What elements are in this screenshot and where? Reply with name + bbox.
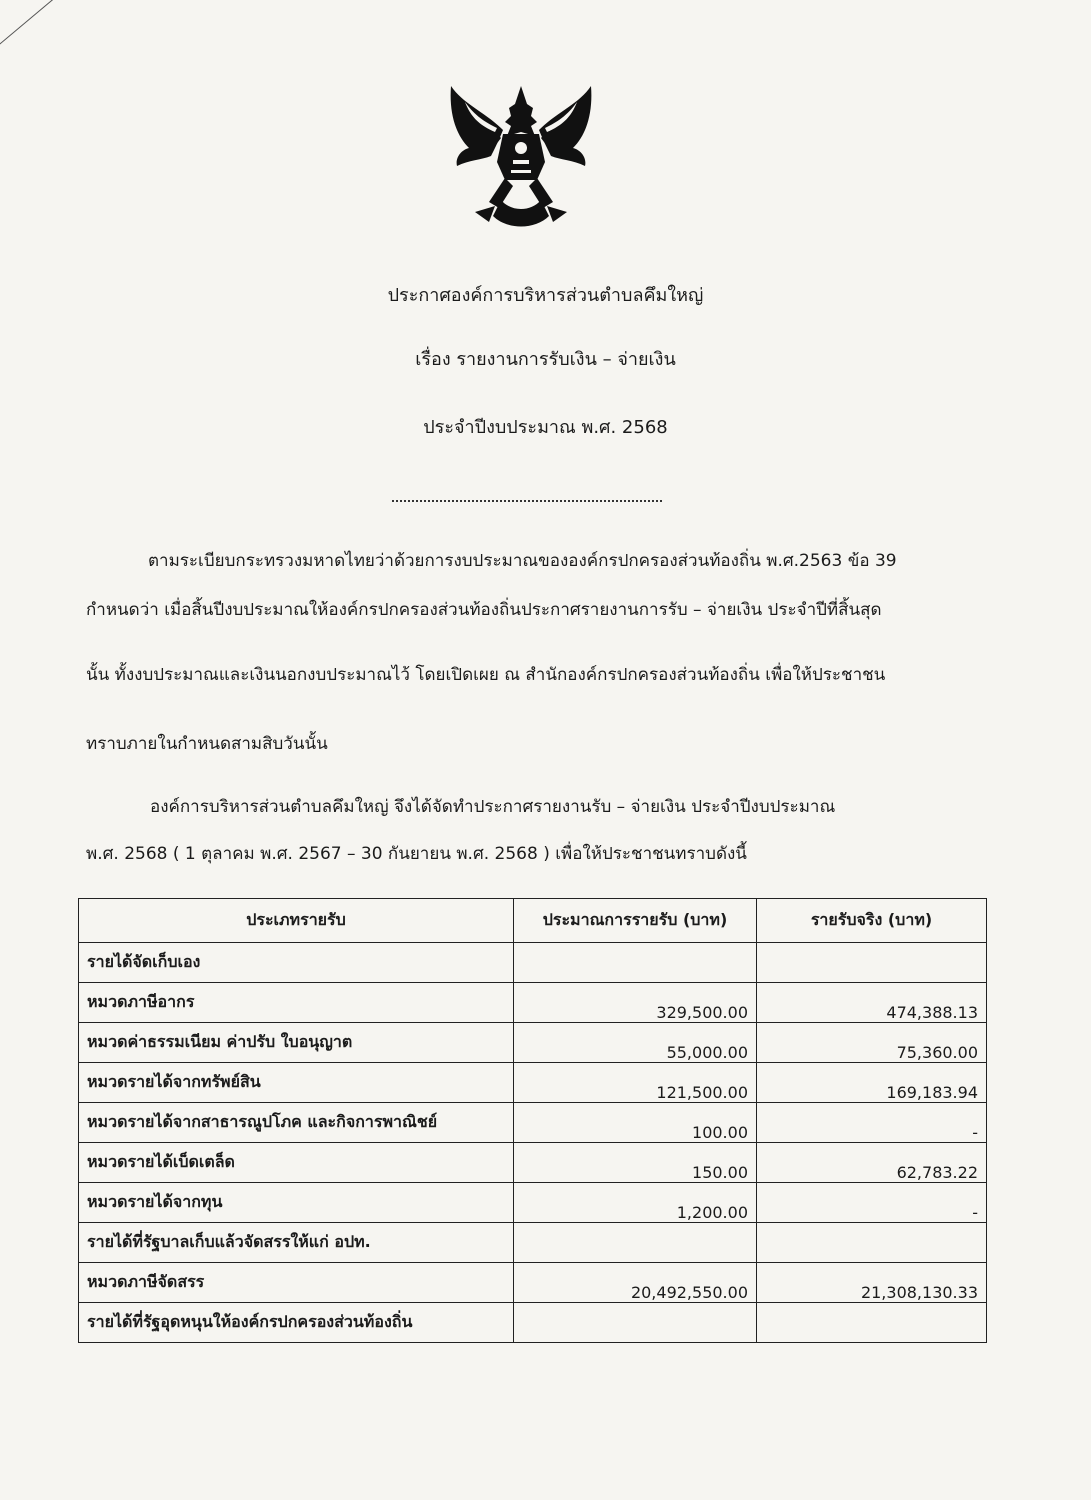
row-label: หมวดรายได้จากทรัพย์สิน [79,1063,514,1103]
row-label: รายได้ที่รัฐบาลเก็บแล้วจัดสรรให้แก่ อปท. [79,1223,514,1263]
body-paragraph-line: ตามระเบียบกระทรวงมหาดไทยว่าด้วยการงบประมาณขององค์กรปกครองส่วนท้องถิ่น พ.ศ.2563 ข้อ 39 [148,551,897,571]
row-label: รายได้จัดเก็บเอง [79,943,514,983]
table-row [79,1183,987,1223]
row-label: หมวดค่าธรรมเนียม ค่าปรับ ใบอนุญาต [79,1023,514,1063]
row-actual: 75,360.00 [757,1023,987,1063]
row-estimate: 55,000.00 [514,1023,757,1063]
table-row [79,1103,987,1143]
table-row [79,1263,987,1303]
row-label: หมวดรายได้จากทุน [79,1183,514,1223]
row-label: หมวดภาษีจัดสรร [79,1263,514,1303]
header-revenue-type: ประเภทรายรับ [79,899,514,943]
table-row [79,1063,987,1103]
row-estimate [514,943,757,983]
row-label: รายได้ที่รัฐอุดหนุนให้องค์กรปกครองส่วนท้องถิ่น [79,1303,514,1343]
table-row [79,1023,987,1063]
row-actual [757,943,987,983]
row-actual [757,1223,987,1263]
row-actual [757,1303,987,1343]
table-row [79,1223,987,1263]
table-row [79,1143,987,1183]
row-estimate: 1,200.00 [514,1183,757,1223]
dotted-divider [392,500,662,502]
row-actual: 169,183.94 [757,1063,987,1103]
row-actual: - [757,1103,987,1143]
row-estimate: 121,500.00 [514,1063,757,1103]
table-header-row [79,899,987,943]
body-paragraph-line: พ.ศ. 2568 ( 1 ตุลาคม พ.ศ. 2567 – 30 กันยายน พ.ศ. 2568 ) เพื่อให้ประชาชนทราบดังนี้ [86,844,747,864]
fold-line [0,0,111,61]
announcement-title: ประกาศองค์การบริหารส่วนตำบลคึมใหญ่ [387,285,704,306]
row-estimate: 20,492,550.00 [514,1263,757,1303]
body-paragraph-line: องค์การบริหารส่วนตำบลคึมใหญ่ จึงได้จัดทำประกาศรายงานรับ – จ่ายเงิน ประจำปีงบประมาณ [150,797,836,817]
garuda-emblem-icon [445,82,597,234]
row-actual: - [757,1183,987,1223]
announcement-subject: เรื่อง รายงานการรับเงิน – จ่ายเงิน [415,349,676,370]
body-paragraph-line: กำหนดว่า เมื่อสิ้นปีงบประมาณให้องค์กรปกครองส่วนท้องถิ่นประกาศรายงานการรับ – จ่ายเงิน ประจำปีที่สิ้นสุด [86,600,882,620]
row-actual: 21,308,130.33 [757,1263,987,1303]
revenue-table [78,898,987,1343]
row-estimate [514,1223,757,1263]
row-label: หมวดรายได้เบ็ดเตล็ด [79,1143,514,1183]
row-actual: 62,783.22 [757,1143,987,1183]
header-actual: รายรับจริง (บาท) [757,899,987,943]
row-label: หมวดรายได้จากสาธารณูปโภค และกิจการพาณิชย์ [79,1103,514,1143]
table-row [79,943,987,983]
row-actual: 474,388.13 [757,983,987,1023]
row-label: หมวดภาษีอากร [79,983,514,1023]
table-row [79,983,987,1023]
row-estimate: 150.00 [514,1143,757,1183]
header-estimate: ประมาณการรายรับ (บาท) [514,899,757,943]
row-estimate: 329,500.00 [514,983,757,1023]
row-estimate [514,1303,757,1343]
fiscal-year: ประจำปีงบประมาณ พ.ศ. 2568 [423,417,668,438]
body-paragraph-line: ทราบภายในกำหนดสามสิบวันนั้น [86,734,328,754]
body-paragraph-line: นั้น ทั้งงบประมาณและเงินนอกงบประมาณไว้ โดยเปิดเผย ณ สำนักองค์กรปกครองส่วนท้องถิ่น เพื่อให้ประชาชน [86,665,886,685]
row-estimate: 100.00 [514,1103,757,1143]
table-row [79,1303,987,1343]
